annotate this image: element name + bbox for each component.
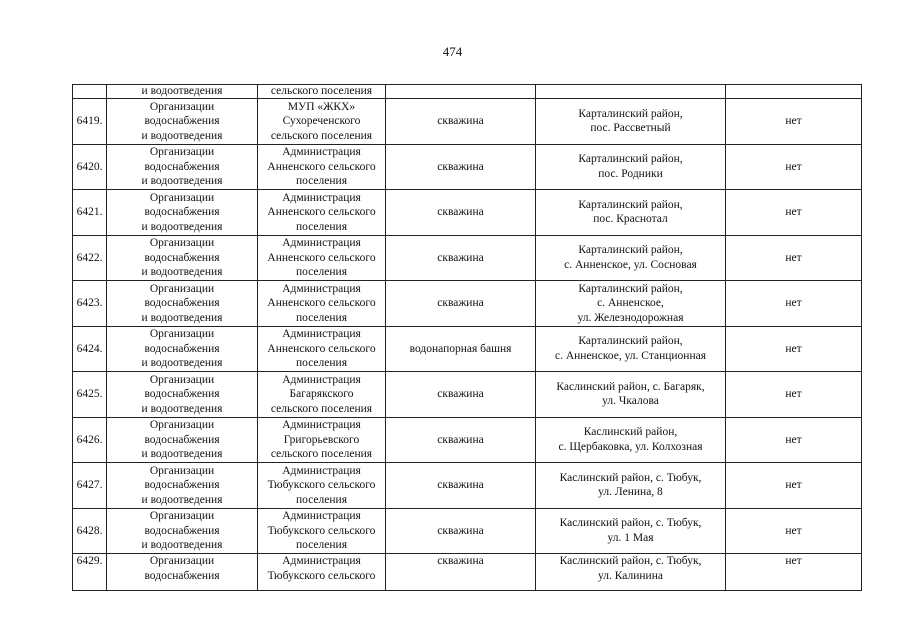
cell-status: нет [726, 372, 862, 418]
cell-category-line: Организации [149, 464, 215, 477]
cell-object-type: скважина [386, 190, 536, 236]
cell-address [536, 326, 726, 372]
cell-category [107, 554, 258, 591]
cell-organization-line: Анненского сельского [267, 297, 376, 309]
cell-category-line: водоснабжения [144, 388, 220, 400]
cell-category-line: и водоотведения [141, 448, 223, 460]
cell-organization [258, 417, 386, 463]
cell-num: 6422. [73, 235, 107, 281]
cell-category-line: водоснабжения [144, 160, 220, 173]
table-row [73, 235, 862, 281]
cell-address-line: пос. Родники [598, 167, 663, 180]
cell-organization-line: Тюбукского сельского [267, 479, 376, 491]
cell-address-line: Карталинский район, [578, 198, 683, 211]
cell-category-line: водоснабжения [144, 297, 220, 309]
cell-organization: сельского поселения [258, 85, 386, 99]
cell-address-line: ул. Чкалова [602, 395, 659, 408]
cell-address [536, 85, 726, 99]
cell-organization-line: Администрация [282, 373, 361, 386]
cell-category-line: и водоотведения [141, 311, 223, 324]
cell-object-type: скважина [386, 144, 536, 190]
cell-address [536, 463, 726, 509]
cell-address-line: с. Анненское, [597, 297, 664, 309]
cell-object-type: скважина [386, 417, 536, 463]
cell-category-line: Организации [149, 146, 215, 158]
cell-category [107, 326, 258, 372]
cell-address [536, 508, 726, 554]
cell-organization-line: Тюбукского сельского [267, 570, 376, 582]
cell-address-line: ул. Железнодорожная [577, 311, 684, 324]
cell-organization-line: Тюбукского сельского [267, 524, 376, 537]
cell-address-line: с. Анненское, ул. Сосновая [564, 258, 697, 271]
table-row [73, 326, 862, 372]
cell-object-type [386, 85, 536, 99]
registry-table-body [73, 85, 862, 591]
cell-num: 6429. [73, 554, 107, 591]
cell-organization-line: Администрация [282, 555, 361, 567]
cell-organization-line: Администрация [282, 328, 361, 340]
cell-category [107, 144, 258, 190]
cell-status: нет [726, 463, 862, 509]
cell-num: 6428. [73, 508, 107, 554]
cell-organization-line: Анненского сельского [267, 342, 376, 355]
cell-object-type: скважина [386, 235, 536, 281]
cell-num [73, 85, 107, 99]
cell-organization [258, 144, 386, 190]
cell-category [107, 417, 258, 463]
cell-category-line: водоснабжения [144, 251, 220, 264]
cell-organization-line: Администрация [282, 146, 361, 158]
cell-category-line: и водоотведения [141, 539, 223, 551]
cell-status: нет [726, 235, 862, 281]
cell-category [107, 463, 258, 509]
cell-num: 6425. [73, 372, 107, 418]
cell-organization-line: поселения [296, 175, 347, 187]
table-row [73, 554, 862, 591]
cell-organization [258, 508, 386, 554]
cell-category-line: Организации [149, 419, 215, 431]
cell-address-line: пос. Краснотал [593, 213, 668, 226]
cell-category-line: водоснабжения [144, 342, 220, 355]
cell-organization-line: Администрация [282, 282, 361, 295]
page-number: 474 [442, 44, 463, 59]
cell-address-line: Каслинский район, с. Тюбук, [559, 517, 702, 530]
cell-category-line: Организации [149, 100, 215, 113]
cell-category-line: Организации [149, 328, 215, 340]
table-row [73, 281, 862, 327]
cell-organization-line: поселения [296, 266, 347, 278]
cell-category-line: водоснабжения [144, 524, 220, 537]
cell-category [107, 372, 258, 418]
cell-organization-line: Багарякского [289, 388, 354, 400]
cell-address-line: Каслинский район, [583, 426, 678, 439]
cell-organization-line: поселения [296, 220, 347, 233]
cell-address [536, 235, 726, 281]
cell-organization [258, 372, 386, 418]
table-row [73, 190, 862, 236]
cell-status: нет [726, 417, 862, 463]
cell-category-line: и водоотведения [141, 357, 223, 369]
table-row [73, 508, 862, 554]
cell-organization-line: Администрация [282, 464, 361, 477]
cell-organization-line: Администрация [282, 237, 361, 249]
cell-category [107, 508, 258, 554]
cell-num: 6419. [73, 99, 107, 145]
cell-object-type: скважина [386, 99, 536, 145]
registry-table [72, 84, 862, 591]
cell-category-line: Организации [149, 555, 215, 567]
cell-num: 6426. [73, 417, 107, 463]
cell-object-type: скважина [386, 463, 536, 509]
cell-object-type: скважина [386, 554, 536, 591]
cell-organization [258, 281, 386, 327]
cell-address [536, 372, 726, 418]
cell-category-line: водоснабжения [144, 115, 220, 127]
cell-object-type: водонапорная башня [386, 326, 536, 372]
table-row-continuation [73, 85, 862, 99]
cell-category-line: водоснабжения [144, 206, 220, 218]
table-row [73, 144, 862, 190]
cell-organization-line: Анненского сельского [267, 160, 376, 173]
cell-category-line: и водоотведения [141, 220, 223, 233]
cell-status: нет [726, 554, 862, 591]
cell-category-line: и водоотведения [141, 402, 223, 415]
cell-organization [258, 463, 386, 509]
cell-organization [258, 554, 386, 591]
cell-category [107, 190, 258, 236]
cell-address-line: с. Анненское, ул. Станционная [554, 349, 707, 362]
cell-organization-line: сельского поселения [270, 448, 373, 460]
cell-address-line: Каслинский район, с. Тюбук, [559, 555, 702, 567]
cell-organization [258, 235, 386, 281]
cell-address-line: с. Щербаковка, ул. Колхозная [558, 440, 703, 453]
cell-address [536, 99, 726, 145]
cell-organization-line: сельского поселения [270, 129, 373, 142]
cell-organization-line: МУП «ЖКХ» [287, 100, 356, 113]
cell-status: нет [726, 190, 862, 236]
cell-organization-line: поселения [296, 311, 347, 324]
cell-category-line: Организации [149, 237, 215, 249]
cell-address-line: Каслинский район, с. Тюбук, [559, 471, 702, 484]
table-row [73, 99, 862, 145]
cell-category-line: водоснабжения [144, 479, 220, 491]
cell-organization-line: поселения [296, 539, 347, 551]
cell-category-line: Организации [149, 282, 215, 295]
cell-status [726, 85, 862, 99]
cell-address-line: Карталинский район, [578, 244, 683, 257]
cell-address-line: ул. 1 Мая [607, 531, 654, 544]
cell-num: 6420. [73, 144, 107, 190]
cell-address-line: ул. Калинина [598, 569, 663, 582]
cell-status: нет [726, 326, 862, 372]
cell-organization-line: Администрация [282, 510, 361, 522]
cell-address-line: ул. Ленина, 8 [598, 486, 663, 499]
cell-address [536, 417, 726, 463]
cell-category-line: водоснабжения [144, 433, 220, 446]
cell-address [536, 554, 726, 591]
cell-category [107, 235, 258, 281]
cell-category-line: и водоотведения [141, 266, 223, 278]
cell-organization-line: Григорьевского [283, 433, 360, 446]
cell-address-line: пос. Рассветный [590, 122, 671, 135]
cell-status: нет [726, 99, 862, 145]
cell-organization-line: Администрация [282, 419, 361, 431]
cell-organization-line: Сухореченского [282, 115, 361, 127]
cell-num: 6427. [73, 463, 107, 509]
cell-address [536, 190, 726, 236]
cell-organization-line: сельского поселения [270, 402, 373, 415]
table-row [73, 417, 862, 463]
cell-organization-line: поселения [296, 493, 347, 506]
table-row [73, 463, 862, 509]
cell-category: и водоотведения [107, 85, 258, 99]
cell-status: нет [726, 144, 862, 190]
cell-object-type: скважина [386, 372, 536, 418]
cell-category-line: Организации [149, 510, 215, 522]
cell-organization [258, 99, 386, 145]
cell-category-line: и водоотведения [141, 175, 223, 187]
cell-category-line: водоснабжения [144, 570, 220, 582]
cell-object-type: скважина [386, 281, 536, 327]
cell-category-line: и водоотведения [141, 129, 223, 142]
cell-organization [258, 326, 386, 372]
cell-category-line: и водоотведения [141, 493, 223, 506]
cell-address-line: Карталинский район, [578, 282, 683, 295]
cell-address-line: Карталинский район, [578, 107, 683, 120]
cell-category [107, 281, 258, 327]
cell-address-line: Карталинский район, [578, 335, 683, 348]
cell-address [536, 144, 726, 190]
cell-organization-line: Администрация [282, 191, 361, 204]
cell-address-line: Каслинский район, с. Багаряк, [556, 380, 705, 393]
cell-num: 6423. [73, 281, 107, 327]
cell-category-line: Организации [149, 373, 215, 386]
table-row [73, 372, 862, 418]
cell-organization-line: Анненского сельского [267, 251, 376, 264]
cell-num: 6421. [73, 190, 107, 236]
cell-organization-line: Анненского сельского [267, 206, 376, 218]
cell-status: нет [726, 281, 862, 327]
cell-address-line: Карталинский район, [578, 153, 683, 166]
cell-num: 6424. [73, 326, 107, 372]
cell-organization [258, 190, 386, 236]
cell-address [536, 281, 726, 327]
cell-category [107, 99, 258, 145]
cell-category-line: Организации [149, 191, 215, 204]
cell-status: нет [726, 508, 862, 554]
cell-object-type: скважина [386, 508, 536, 554]
cell-organization-line: поселения [296, 357, 347, 369]
